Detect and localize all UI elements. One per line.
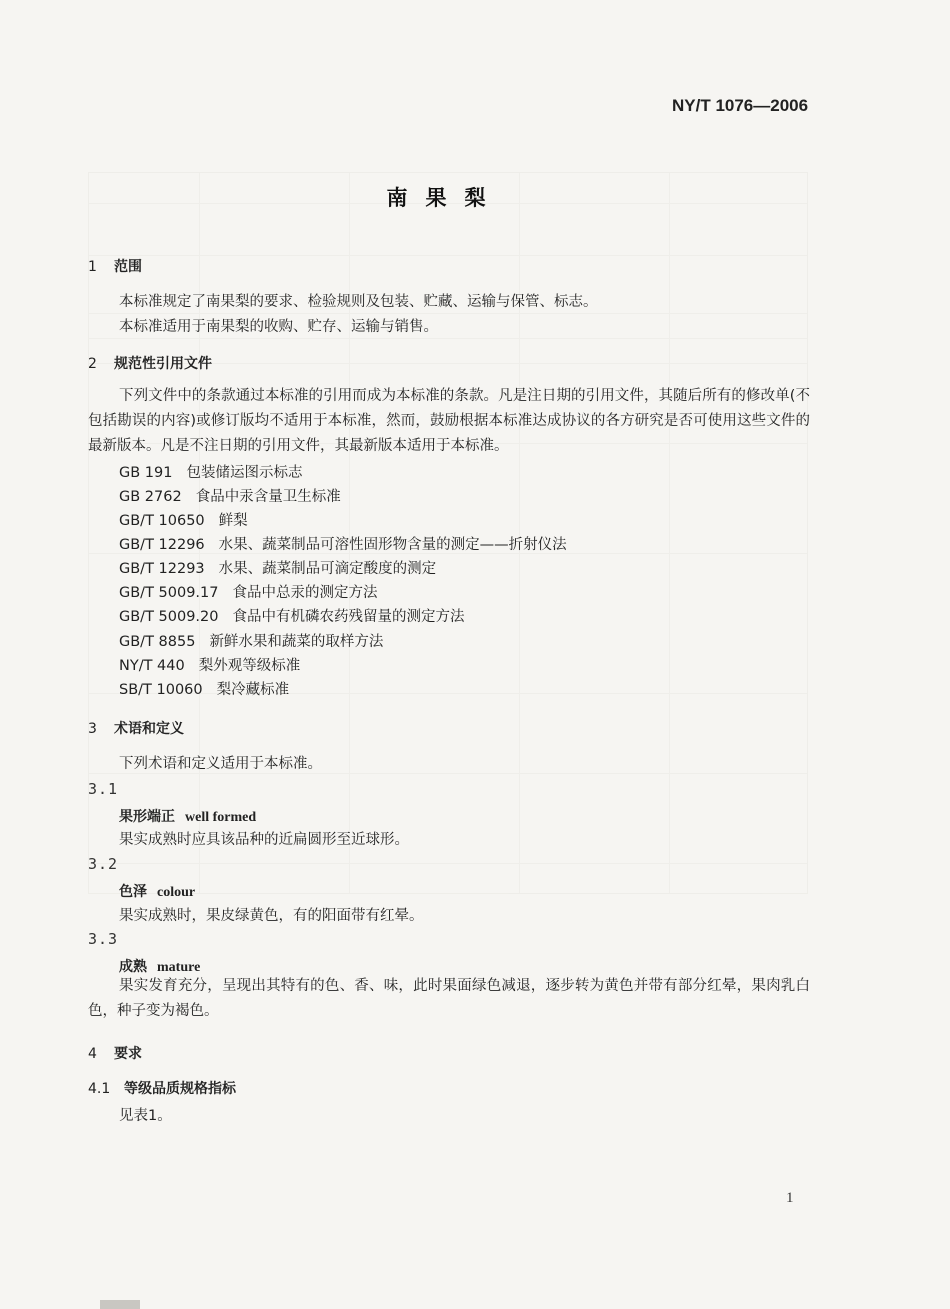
- reference-name: 鲜梨: [218, 513, 248, 529]
- reference-item: [119, 630, 383, 651]
- reference-item: [119, 605, 465, 626]
- term-definition: 果实成熟时应具该品种的近扁圆形至近球形。: [119, 832, 409, 848]
- section-4-heading: [88, 1043, 142, 1063]
- section-title: 范围: [114, 259, 142, 275]
- reference-code: GB/T 8855: [119, 634, 196, 650]
- reference-name: 食品中有机磷农药残留量的测定方法: [232, 609, 465, 625]
- paragraph: 下列文件中的条款通过本标准的引用而成为本标准的条款。凡是注日期的引用文件，其随后所有的修改单(不包括勘误的内容)或修订版均不适用于本标准，然而，鼓励根据本标准达成协议的各方研究是否可使用这些文件的最新版本。凡是不注日期的引用文件，其最新版本适用于本标准。: [88, 388, 810, 454]
- reference-name: 梨外观等级标准: [198, 658, 301, 674]
- subsection-number: 4.1: [88, 1081, 111, 1097]
- reference-code: GB 2762: [119, 489, 182, 505]
- reference-code: GB 191: [119, 465, 173, 481]
- reference-code: GB/T 10650: [119, 513, 205, 529]
- section-title: 规范性引用文件: [114, 356, 212, 372]
- term-definition: 果实发育充分，呈现出其特有的色、香、味，此时果面绿色减退，逐步转为黄色并带有部分红晕，果肉乳白色，种子变为褐色。: [88, 978, 810, 1019]
- section-number: 4: [88, 1046, 97, 1062]
- reference-name: 新鲜水果和蔬菜的取样方法: [209, 634, 384, 650]
- reference-item: [119, 485, 341, 506]
- reference-name: 食品中汞含量卫生标准: [195, 489, 341, 505]
- section-2-heading: [88, 353, 212, 373]
- term-heading: [119, 881, 195, 901]
- section-1-heading: [88, 256, 142, 276]
- paragraph: 下列术语和定义适用于本标准。: [119, 756, 322, 772]
- document-title: 南果梨: [386, 186, 504, 210]
- standard-code: NY/T 1076—2006: [672, 96, 809, 115]
- reference-name: 水果、蔬菜制品可滴定酸度的测定: [218, 561, 437, 577]
- section-title: 术语和定义: [114, 721, 184, 737]
- reference-code: NY/T 440: [119, 658, 185, 674]
- clause-number: 3.1: [88, 780, 119, 798]
- reference-name: 水果、蔬菜制品可溶性固形物含量的测定——折射仪法: [218, 537, 567, 553]
- term-cn: 成熟: [119, 959, 147, 975]
- reference-item: [119, 557, 436, 578]
- paragraph: 见表1。: [119, 1108, 172, 1124]
- term-en: well formed: [185, 810, 257, 825]
- page-number: 1: [786, 1190, 794, 1206]
- section-number: 1: [88, 259, 97, 275]
- reference-name: 梨冷藏标准: [216, 682, 290, 698]
- reference-code: GB/T 5009.20: [119, 609, 219, 625]
- reference-name: 包装储运图示标志: [186, 465, 303, 481]
- clause-number: 3.3: [88, 930, 119, 948]
- reference-code: GB/T 12293: [119, 561, 205, 577]
- paragraph: 本标准规定了南果梨的要求、检验规则及包装、贮藏、运输与保管、标志。: [119, 294, 598, 310]
- reference-code: SB/T 10060: [119, 682, 203, 698]
- section-number: 3: [88, 721, 97, 737]
- term-en: mature: [157, 960, 201, 975]
- subsection-4-1-heading: [88, 1078, 236, 1098]
- reference-item: [119, 678, 289, 699]
- reference-code: GB/T 5009.17: [119, 585, 219, 601]
- reference-name: 食品中总汞的测定方法: [232, 585, 378, 601]
- reference-item: [119, 509, 248, 530]
- reference-item: [119, 581, 378, 602]
- term-cn: 色泽: [119, 884, 147, 900]
- reference-item: [119, 461, 302, 482]
- reference-item: [119, 654, 300, 675]
- term-heading: [119, 806, 256, 826]
- reference-code: GB/T 12296: [119, 537, 205, 553]
- section-3-heading: [88, 718, 184, 738]
- term-cn: 果形端正: [119, 809, 175, 825]
- reference-item: [119, 533, 567, 554]
- section-number: 2: [88, 356, 97, 372]
- term-en: colour: [157, 885, 196, 900]
- section-title: 要求: [114, 1046, 142, 1062]
- term-heading: [119, 956, 200, 976]
- paragraph: 本标准适用于南果梨的收购、贮存、运输与销售。: [119, 319, 438, 335]
- clause-number: 3.2: [88, 855, 119, 873]
- subsection-title: 等级品质规格指标: [124, 1081, 236, 1097]
- term-definition: 果实成熟时，果皮绿黄色，有的阳面带有红晕。: [119, 908, 424, 924]
- scan-edge-mark: [100, 1300, 140, 1309]
